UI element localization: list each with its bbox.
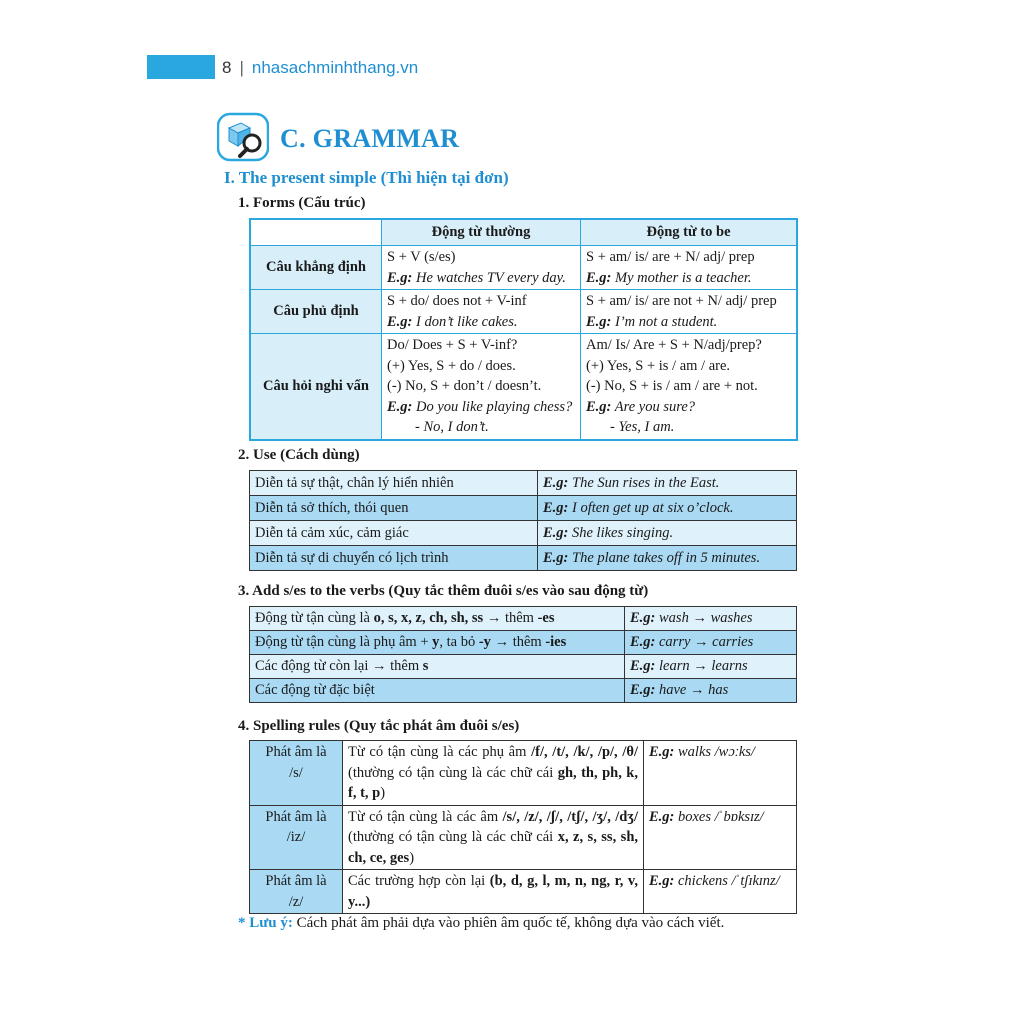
spelling-table: [249, 740, 797, 914]
table-row: [250, 741, 797, 806]
forms-row-affirmative: [250, 246, 797, 290]
formula-text: (+) Yes, S + is / am / are.: [586, 357, 731, 374]
example-text: E.g: I don’t like cakes.: [387, 313, 518, 330]
page-number: 8: [222, 58, 232, 77]
forms-header-to-be: Động từ to be: [581, 219, 798, 246]
formula-text: S + am/ is/ are not + N/ adj/ prep: [586, 293, 777, 309]
heading-present-simple: I. The present simple (Thì hiện tại đơn): [224, 168, 509, 187]
forms-row-question: [250, 334, 797, 440]
rule-example: E.g: learn → learns: [625, 655, 797, 679]
forms-cell: [382, 334, 581, 440]
pronunciation-rule: Các trường hợp còn lại (b, d, g, l, m, n, ng, r, v, y...): [343, 870, 644, 914]
heading-forms: 1. Forms (Cấu trúc): [238, 195, 366, 211]
use-table: [249, 470, 797, 571]
formula-text: (+) Yes, S + do / does.: [387, 357, 516, 374]
use-text: Diễn tả cảm xúc, cảm giác: [250, 521, 538, 546]
use-text: Diễn tả sở thích, thói quen: [250, 496, 538, 521]
header-bar: [147, 55, 215, 79]
heading-use: 2. Use (Cách dùng): [238, 447, 360, 463]
note-text: Cách phát âm phải dựa vào phiên âm quốc tế, không dựa vào cách viết.: [292, 915, 725, 931]
rule-text: Các động từ còn lại → thêm s: [250, 655, 625, 679]
formula-text: S + do/ does not + V-inf: [387, 293, 527, 309]
pronunciation-label: Phát âm là /z/: [250, 870, 343, 914]
heading-add-ses: 3. Add s/es to the verbs (Quy tắc thêm đuôi s/es vào sau động từ): [238, 583, 649, 599]
note-label: * Lưu ý:: [238, 915, 293, 931]
example-text: E.g: He watches TV every day.: [387, 269, 566, 286]
pronunciation-example: E.g: boxes /ˈbɒksɪz/: [644, 805, 797, 870]
heading-spelling-rules: 4. Spelling rules (Quy tắc phát âm đuôi s/es): [238, 718, 520, 734]
use-example: E.g: I often get up at six o’clock.: [538, 496, 797, 521]
table-row: [250, 679, 797, 703]
forms-cell: [382, 290, 581, 334]
forms-header-regular-verb: Động từ thường: [382, 219, 581, 246]
formula-text: Do/ Does + S + V-inf?: [387, 337, 518, 353]
formula-text: S + V (s/es): [387, 249, 456, 265]
forms-cell: [581, 290, 798, 334]
table-row: [250, 521, 797, 546]
note: [238, 915, 724, 932]
rule-example: E.g: have → has: [625, 679, 797, 703]
pronunciation-label: Phát âm là /iz/: [250, 805, 343, 870]
use-text: Diễn tả sự thật, chân lý hiển nhiên: [250, 471, 538, 496]
table-row: [250, 631, 797, 655]
forms-row-label: Câu hỏi nghi vấn: [250, 334, 382, 440]
example-text: E.g: My mother is a teacher.: [586, 269, 752, 286]
rule-text: Động từ tận cùng là phụ âm + y, ta bỏ -y → thêm -ies: [250, 631, 625, 655]
table-row: [250, 655, 797, 679]
site-link[interactable]: nhasachminhthang.vn: [251, 58, 419, 77]
formula-text: (-) No, S + is / am / are + not.: [586, 378, 758, 394]
forms-cell: [581, 334, 798, 440]
rule-text: Động từ tận cùng là o, s, x, z, ch, sh, ss → thêm -es: [250, 607, 625, 631]
section-title: C. GRAMMAR: [280, 124, 460, 153]
use-example: E.g: The plane takes off in 5 minutes.: [538, 546, 797, 571]
table-row: [250, 805, 797, 870]
table-row: [250, 546, 797, 571]
header-separator: |: [239, 58, 244, 77]
pronunciation-example: E.g: chickens /ˈtʃɪkɪnz/: [644, 870, 797, 914]
rule-example: E.g: wash → washes: [625, 607, 797, 631]
table-row: [250, 607, 797, 631]
forms-header-row: [250, 219, 797, 246]
example-text: E.g: Are you sure?: [586, 398, 696, 415]
table-row: [250, 471, 797, 496]
pronunciation-label: Phát âm là /s/: [250, 741, 343, 806]
formula-text: Am/ Is/ Are + S + N/adj/prep?: [586, 337, 762, 353]
forms-row-negative: [250, 290, 797, 334]
formula-text: (-) No, S + don’t / doesn’t.: [387, 378, 542, 394]
pronunciation-rule: Từ có tận cùng là các âm /s/, /z/, /ʃ/, /tʃ/, /ʒ/, /dʒ/ (thường có tận cùng là các chữ cái x, z, s, ss, sh, ch, ce, ges): [343, 805, 644, 870]
use-example: E.g: She likes singing.: [538, 521, 797, 546]
example-answer: - No, I don’t.: [415, 419, 489, 435]
formula-text: S + am/ is/ are + N/ adj/ prep: [586, 249, 755, 265]
add-ses-table: [249, 606, 797, 703]
forms-cell: [382, 246, 581, 290]
pronunciation-rule: Từ có tận cùng là các phụ âm /f/, /t/, /k/, /p/, /θ/ (thường có tận cùng là các chữ cái gh, th, ph, k, f, t, p): [343, 741, 644, 806]
forms-cell: [581, 246, 798, 290]
use-example: E.g: The Sun rises in the East.: [538, 471, 797, 496]
forms-row-label: Câu khẳng định: [250, 246, 382, 290]
table-row: [250, 870, 797, 914]
book-magnifier-icon: [217, 112, 269, 162]
use-text: Diễn tả sự di chuyển có lịch trình: [250, 546, 538, 571]
rule-text: Các động từ đặc biệt: [250, 679, 625, 703]
forms-row-label: Câu phủ định: [250, 290, 382, 334]
forms-table: [249, 218, 798, 441]
example-text: E.g: I’m not a student.: [586, 313, 718, 330]
example-answer: - Yes, I am.: [610, 419, 675, 435]
pronunciation-example: E.g: walks /wɔːks/: [644, 741, 797, 806]
forms-header-blank: [250, 219, 382, 246]
rule-example: E.g: carry → carries: [625, 631, 797, 655]
page-header: [222, 58, 418, 78]
table-row: [250, 496, 797, 521]
example-text: E.g: Do you like playing chess?: [387, 398, 573, 415]
